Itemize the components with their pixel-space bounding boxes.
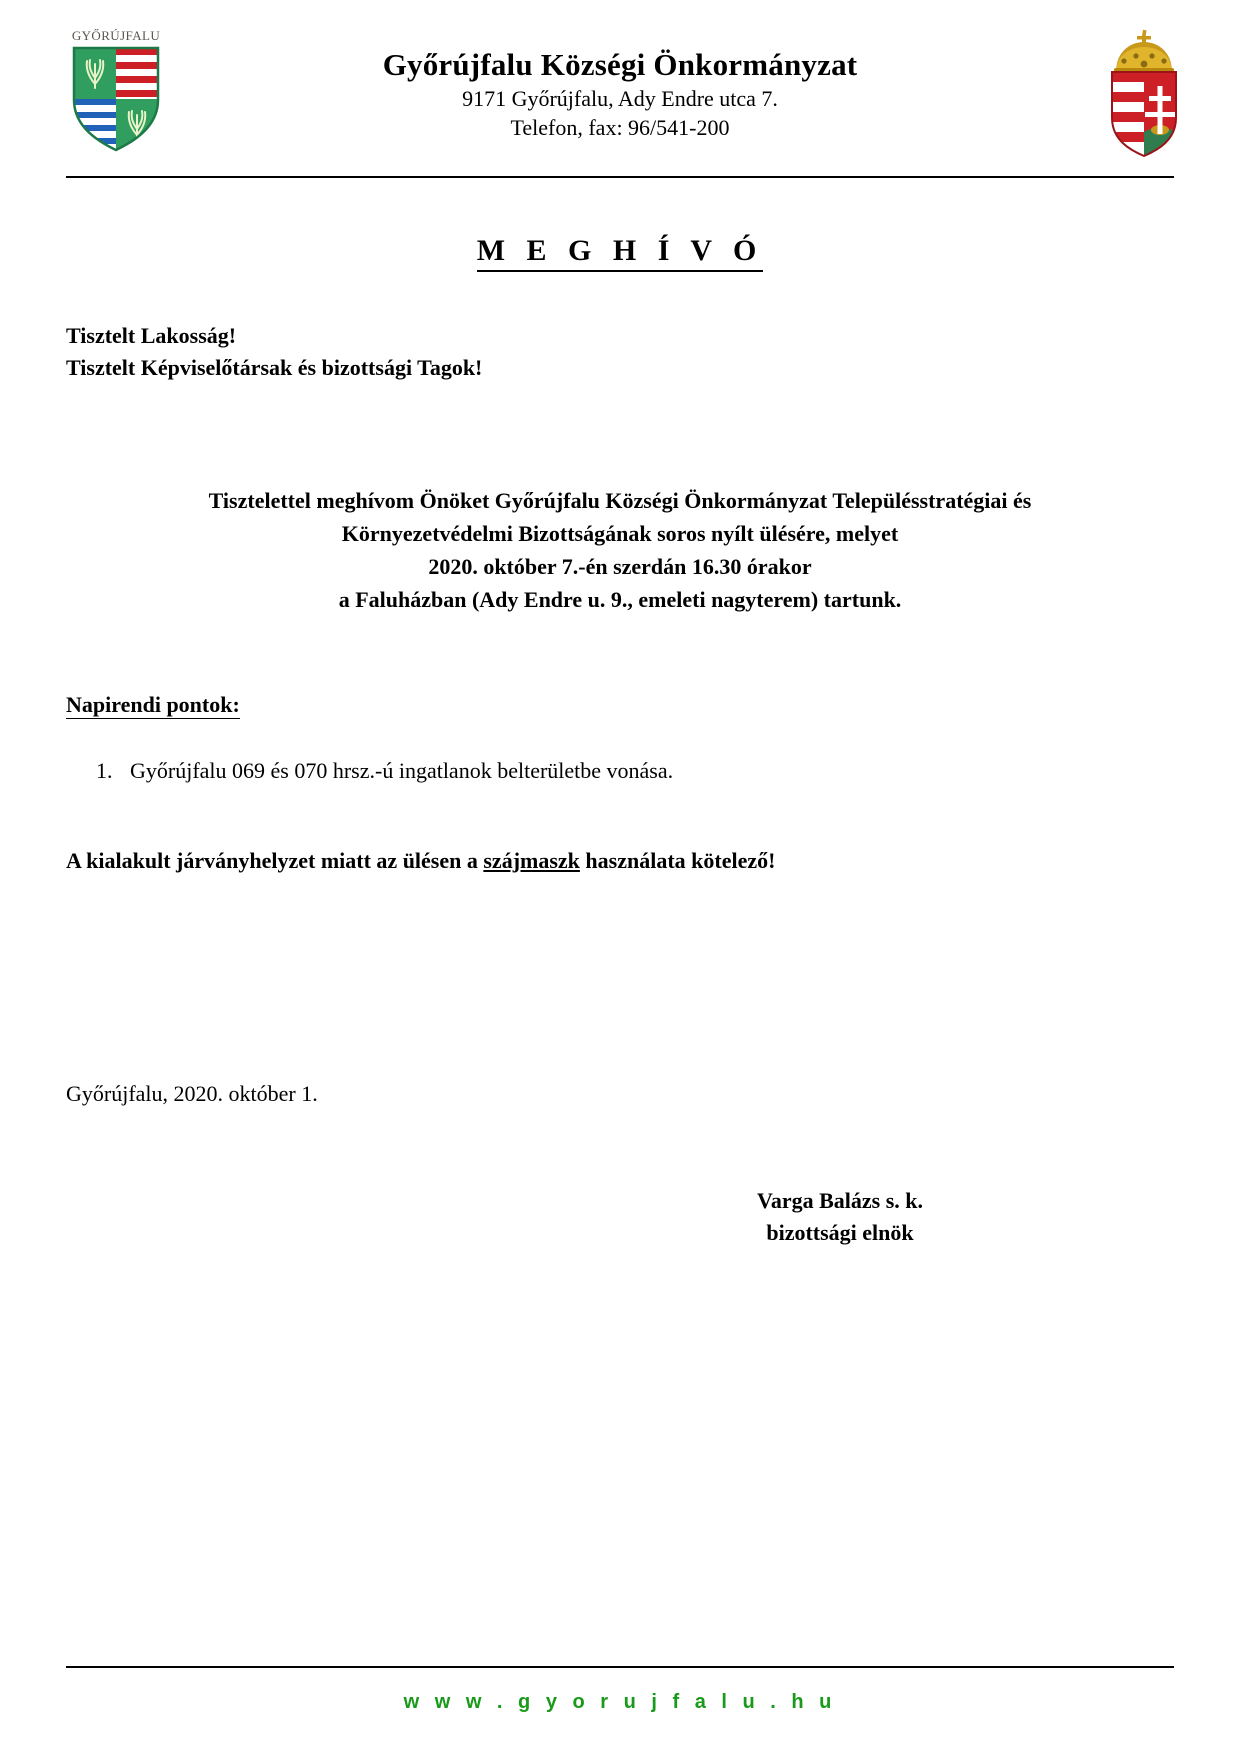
header-divider xyxy=(66,176,1174,178)
organization-address: 9171 Győrújfalu, Ady Endre utca 7. xyxy=(462,85,778,111)
invitation-line-1: Tisztelettel meghívom Önöket Győrújfalu Községi Önkormányzat Településstratégiai és xyxy=(208,488,1032,514)
invitation-line-4: a Faluházban (Ady Endre u. 9., emeleti nagyterem) tartunk. xyxy=(338,587,902,613)
mask-notice-prefix: A kialakult járványhelyzet miatt az ülésen a xyxy=(66,848,484,874)
agenda-heading-text: Napirendi pontok: xyxy=(66,692,240,718)
mask-notice-suffix: használata kötelező! xyxy=(579,848,776,874)
place-and-date: Győrújfalu, 2020. október 1. xyxy=(66,1081,318,1107)
salutation-block xyxy=(66,320,1174,384)
footer-divider xyxy=(66,1666,1174,1668)
svg-text:GYŐRÚJFALU: GYŐRÚJFALU xyxy=(71,28,161,43)
holy-crown xyxy=(1114,30,1174,75)
invitation-line-3: 2020. október 7.-én szerdán 16.30 órakor xyxy=(428,554,812,580)
invitation-paragraph xyxy=(66,484,1174,616)
signer-name: Varga Balázs s. k. xyxy=(756,1188,924,1214)
website-url[interactable]: w w w . g y o r u j f a l u . h u xyxy=(403,1691,837,1713)
salutation-line-1: Tisztelt Lakosság! xyxy=(66,323,237,348)
organization-phone: Telefon, fax: 96/541-200 xyxy=(510,115,730,141)
page-title-text: M E G H Í V Ó xyxy=(477,234,764,272)
header-text-block xyxy=(200,46,1040,143)
salutation-line-2: Tisztelt Képviselőtársak és bizottsági Tagok! xyxy=(66,355,483,381)
invitation-line-2: Környezetvédelmi Bizottságának soros nyílt ülésére, melyet xyxy=(341,521,899,547)
mask-requirement-notice xyxy=(66,845,1174,877)
document-body xyxy=(0,196,1240,1249)
hungary-coat-of-arms-icon xyxy=(1096,26,1192,158)
agenda-list xyxy=(66,754,1174,787)
signature-block xyxy=(66,1185,1174,1249)
organization-name: Győrújfalu Községi Önkormányzat xyxy=(382,47,858,82)
gyorujfalu-coat-of-arms-icon xyxy=(58,26,174,156)
signer-title: bizottsági elnök xyxy=(766,1220,914,1245)
document-header xyxy=(0,0,1240,160)
page-title xyxy=(66,234,1174,268)
agenda-heading xyxy=(66,692,1174,718)
list-item: 1. Győrújfalu 069 és 070 hrsz.-ú ingatlanok belterületbe vonása. xyxy=(118,754,1174,787)
mask-notice-emphasis: szájmaszk xyxy=(483,848,580,874)
